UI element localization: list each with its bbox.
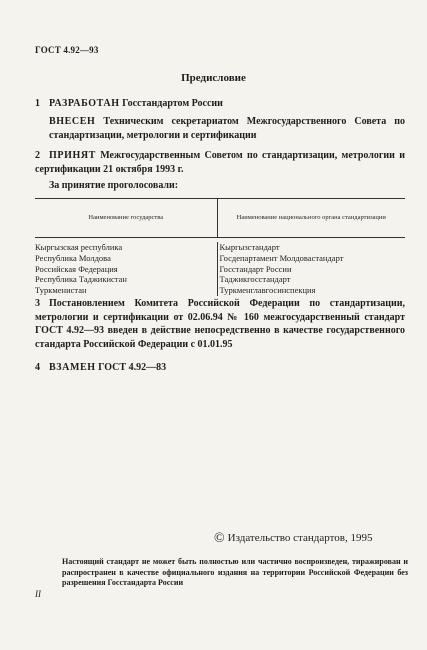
section-3-text: Постановлением Комитета Российской Федерации по стандартизации, метрологии и сертификации от 02.06.94 № 160 межгосударственный стандарт ГОСТ 4.92—93 введен в действие непосредственно в качестве государственного стандарта Российской Федерации с 01.01.95 xyxy=(35,298,405,350)
section-1 xyxy=(35,97,405,111)
table-cell: Республика Молдова xyxy=(35,252,111,263)
copyright-text: Издательство стандартов, 1995 xyxy=(227,532,373,544)
table-cell: Туркменглавгосинспекция xyxy=(219,285,316,296)
table-body xyxy=(35,238,405,296)
section-4-keyword: ВЗАМЕН xyxy=(49,362,96,373)
section-3-number: 3 xyxy=(35,298,40,309)
table-col-states xyxy=(35,242,217,296)
section-3 xyxy=(35,297,405,351)
table-cell: Кыргызстандарт xyxy=(219,242,280,252)
copyright-icon: © xyxy=(214,531,225,546)
table-cell: Туркменистан xyxy=(35,285,87,296)
page-title: Предисловие xyxy=(181,72,246,84)
section-2 xyxy=(35,149,405,176)
section-2-keyword: ПРИНЯТ xyxy=(49,150,96,161)
section-4 xyxy=(35,361,405,375)
section-1-text: Госстандартом России xyxy=(122,98,223,109)
copyright-line xyxy=(214,531,372,547)
table-cell: Таджикгосстандарт xyxy=(219,274,291,285)
standard-header: ГОСТ 4.92—93 xyxy=(35,45,99,55)
table-col-bodies xyxy=(217,242,406,296)
voted-line: За принятие проголосовали: xyxy=(49,180,179,191)
page-number: II xyxy=(35,589,41,599)
table-cell: Госдепартамент Молдовастандарт xyxy=(219,252,344,263)
section-2-number: 2 xyxy=(35,150,40,161)
section-4-text: ГОСТ 4.92—83 xyxy=(98,362,167,373)
table-cell: Кыргызская республика xyxy=(35,242,123,252)
section-2-text: Межгосударственным Советом по стандартизации, метрологии и сертификации 21 октября 1993 г. xyxy=(35,150,406,175)
table-header xyxy=(35,199,405,238)
section-introduced xyxy=(35,115,405,142)
table-cell: Российская Федерация xyxy=(35,263,118,274)
table-header-body: Наименование национального органа стандартизации xyxy=(217,199,405,237)
table-cell: Госстандарт России xyxy=(219,263,292,274)
section-4-number: 4 xyxy=(35,362,40,373)
footer-note: Настоящий стандарт не может быть полностью или частично воспроизведен, тиражирован и распространен в качестве официального издания на территории Российской Федерации без разрешения Госстандарта России xyxy=(62,557,408,587)
section-1-number: 1 xyxy=(35,98,40,109)
introduced-text: Техническим секретариатом Межгосударственного Совета по стандартизации, метрологии и сертификации xyxy=(49,116,406,141)
section-1-keyword: РАЗРАБОТАН xyxy=(49,98,120,109)
voting-table xyxy=(35,198,405,296)
introduced-keyword: ВНЕСЕН xyxy=(49,116,96,127)
table-header-state: Наименование государства xyxy=(88,214,164,221)
table-cell: Республика Таджикистан xyxy=(35,274,127,285)
